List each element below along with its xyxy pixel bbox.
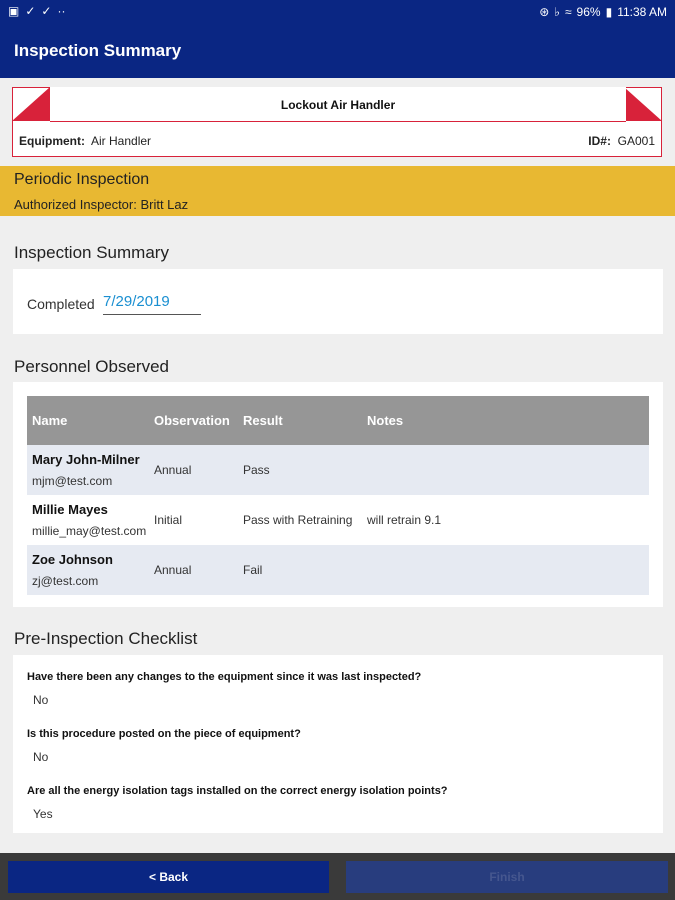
observation-cell: Annual xyxy=(149,545,238,595)
check-icon: ✓ xyxy=(41,4,52,18)
table-row[interactable] xyxy=(27,545,649,595)
personnel-card xyxy=(13,382,663,607)
completed-label: Completed xyxy=(27,296,95,312)
completed-date-field[interactable]: 7/29/2019 xyxy=(103,293,201,315)
column-header-observation: Observation xyxy=(149,396,238,445)
check-icon: ✓ xyxy=(25,4,36,18)
checklist-question: Are all the energy isolation tags installed on the correct energy isolation points? xyxy=(27,785,448,797)
checklist-question: Have there been any changes to the equipment since it was last inspected? xyxy=(27,671,422,683)
person-email: zj@test.com xyxy=(32,574,99,588)
checklist-answer: Yes xyxy=(33,807,53,821)
bluetooth-icon: ⊛ xyxy=(539,5,550,19)
checklist-question: Is this procedure posted on the piece of equipment? xyxy=(27,728,301,740)
id-value: GA001 xyxy=(617,134,655,148)
observation-cell: Annual xyxy=(149,445,238,495)
checklist-card xyxy=(13,655,663,833)
inspection-type: Periodic Inspection xyxy=(14,171,150,188)
inspection-summary-heading: Inspection Summary xyxy=(14,243,169,262)
column-header-notes: Notes xyxy=(362,396,649,445)
personnel-observed-heading: Personnel Observed xyxy=(14,357,169,376)
table-row[interactable] xyxy=(27,495,649,545)
clock: 11:38 AM xyxy=(617,5,667,19)
inspection-band xyxy=(0,166,675,216)
column-header-name: Name xyxy=(27,396,149,445)
inspection-summary-card xyxy=(13,269,663,334)
person-name: Mary John-Milner xyxy=(32,452,140,467)
mute-icon: ♭ xyxy=(554,5,560,19)
result-cell: Pass xyxy=(238,445,362,495)
status-bar xyxy=(0,0,675,24)
notes-cell xyxy=(362,445,649,495)
result-cell: Fail xyxy=(238,545,362,595)
observation-cell: Initial xyxy=(154,513,183,527)
person-name: Millie Mayes xyxy=(32,502,108,517)
person-name: Zoe Johnson xyxy=(32,552,113,567)
authorized-inspector: Authorized Inspector: Britt Laz xyxy=(14,197,189,212)
tag-corner-left xyxy=(12,87,50,121)
notes-cell xyxy=(362,545,649,595)
notes-cell: will retrain 9.1 xyxy=(367,513,442,527)
equipment-label: Equipment: xyxy=(19,134,85,148)
person-email: millie_may@test.com xyxy=(32,524,147,538)
page-title: Inspection Summary xyxy=(14,41,182,60)
checklist-answer: No xyxy=(33,693,49,707)
equipment-info xyxy=(19,134,151,148)
back-button[interactable]: < Back xyxy=(8,861,329,893)
person-email: mjm@test.com xyxy=(32,474,113,488)
checklist-heading: Pre-Inspection Checklist xyxy=(14,629,198,648)
wifi-icon: ≈ xyxy=(564,5,572,19)
personnel-table xyxy=(27,396,649,595)
app-bar xyxy=(0,24,675,78)
tag-title: Lockout Air Handler xyxy=(280,98,396,112)
battery-percent: 96% xyxy=(576,5,601,19)
id-label: ID#: xyxy=(588,134,611,148)
checklist-answer: No xyxy=(33,750,49,764)
bottom-action-bar xyxy=(0,853,675,900)
table-header-row xyxy=(27,396,649,445)
battery-icon: ▮ xyxy=(605,5,613,19)
lockout-tag-banner xyxy=(12,87,662,157)
equipment-value: Air Handler xyxy=(91,134,152,148)
tag-corner-right xyxy=(624,87,662,121)
result-cell: Pass with Retraining xyxy=(243,513,353,527)
more-icon: ·· xyxy=(57,4,66,18)
gallery-icon: ▣ xyxy=(8,4,20,18)
column-header-result: Result xyxy=(238,396,362,445)
finish-button[interactable]: Finish xyxy=(346,861,668,893)
table-row[interactable] xyxy=(27,445,649,495)
equipment-id xyxy=(588,134,655,148)
